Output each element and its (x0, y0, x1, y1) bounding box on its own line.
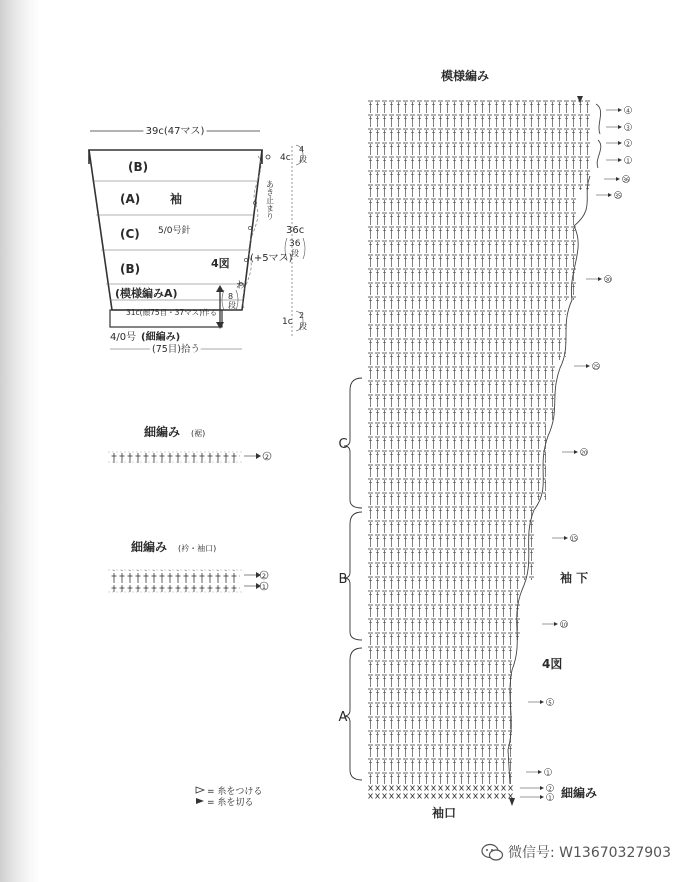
height-unit: 段 (291, 249, 299, 258)
section-b-label: B (338, 572, 348, 587)
increase-label: (+5マス) (250, 253, 293, 264)
row-c-label: (C) (120, 227, 140, 241)
watermark-text: 微信号: W13670327903 (508, 845, 671, 861)
attach-thread-label: = 糸をつける (207, 787, 263, 797)
bottom-unit: 段 (299, 322, 307, 331)
svg-text:10: 10 (560, 622, 568, 629)
sc-row-marker-2 (520, 784, 554, 792)
svg-text:35: 35 (614, 193, 622, 200)
svg-text:3: 3 (626, 125, 630, 132)
mid-rows: 8 (228, 292, 234, 301)
sleeve-schematic (89, 126, 307, 355)
cut-thread-icon (196, 798, 204, 804)
row-marker-4 (606, 106, 632, 114)
row-marker-2 (606, 139, 632, 147)
sc-cuff-sub: (裾) (191, 429, 206, 438)
inner-note: 31c(顔75目・37マス)作る (126, 308, 218, 317)
svg-text:36: 36 (622, 177, 630, 184)
chain-grid (367, 100, 590, 784)
top-right-unit: 段 (299, 155, 307, 164)
svg-text:1: 1 (546, 770, 550, 777)
width-label: 39c(47マス) (145, 126, 205, 137)
sleeve-under-label: 袖 下 (560, 571, 589, 585)
thread-legend (196, 786, 262, 808)
cuff-label: 袖口 (431, 806, 457, 820)
sc-collar-title: 細編み (131, 540, 168, 554)
svg-text:20: 20 (580, 450, 588, 457)
svg-text:25: 25 (592, 364, 600, 371)
opening-label: あき止まり (265, 180, 275, 220)
svg-text:5: 5 (548, 700, 552, 707)
bottom-rows: 2 (299, 311, 305, 320)
sc-collar-row-1: 1 (261, 583, 267, 591)
svg-text:30: 30 (604, 277, 612, 284)
row-marker-1-bottom (526, 768, 552, 776)
row-a-label: (A) (120, 192, 141, 206)
row-marker-1-top (606, 156, 632, 164)
row-marker-5 (528, 698, 554, 706)
pickup-label: (75目)拾う (151, 344, 201, 355)
sc-row-marker-1 (520, 793, 554, 801)
row-a-sub: 袖 (170, 192, 183, 206)
attach-thread-icon (196, 787, 204, 793)
svg-text:1: 1 (548, 795, 552, 802)
sc-cuff-row: 2 (264, 453, 270, 461)
section-a-label: A (338, 710, 348, 725)
top-right-rows: 4 (299, 145, 305, 154)
sc-cuff-title: 細編み (144, 425, 181, 439)
figure4-label: 4図 (211, 257, 230, 270)
height-rows: 36 (289, 239, 301, 249)
sc-cuff-legend (108, 424, 271, 464)
row-b-bottom-label: (B) (120, 262, 141, 276)
chart-figure-label: 4図 (542, 657, 563, 671)
watermark (480, 840, 690, 864)
height-cm: 36c (286, 225, 305, 236)
row-marker-15 (552, 534, 578, 542)
sc-foundation-rows (367, 784, 514, 800)
row-marker-30 (586, 275, 612, 283)
needle-bottom: 4/0号 (110, 332, 137, 343)
wa-label: わ (236, 281, 246, 291)
needle-bottom-stitch: (細編み) (141, 332, 181, 343)
sc-collar-sub: (衿・袖口) (178, 544, 217, 553)
cut-thread-label: = 糸を切る (207, 798, 254, 808)
section-c-label: C (338, 437, 348, 452)
chart-title: 模様編み (440, 69, 490, 83)
bottom-cm: 1c (282, 317, 293, 327)
chart-sc-label: 細編み (561, 786, 598, 800)
row-c-sub: 5/0号針 (158, 226, 191, 236)
svg-text:2: 2 (548, 786, 552, 793)
svg-text:4: 4 (626, 108, 630, 115)
svg-text:15: 15 (570, 536, 578, 543)
row-marker-20 (562, 448, 588, 456)
mid-unit: 段 (228, 301, 236, 310)
sc-collar-row-2: 2 (261, 572, 267, 580)
row-b-top-label: (B) (128, 160, 149, 174)
row-marker-3 (606, 123, 632, 131)
pattern-chart (338, 68, 631, 820)
row-pattern-label: (模様編みA) (115, 287, 178, 300)
row-marker-35 (596, 191, 622, 199)
row-marker-36 (604, 175, 630, 183)
row-marker-10 (542, 620, 568, 628)
svg-text:1: 1 (626, 158, 630, 165)
sc-collar-legend (108, 539, 268, 592)
row-marker-25 (574, 362, 600, 370)
top-right-cm: 4c (280, 153, 291, 163)
svg-text:2: 2 (626, 141, 630, 148)
